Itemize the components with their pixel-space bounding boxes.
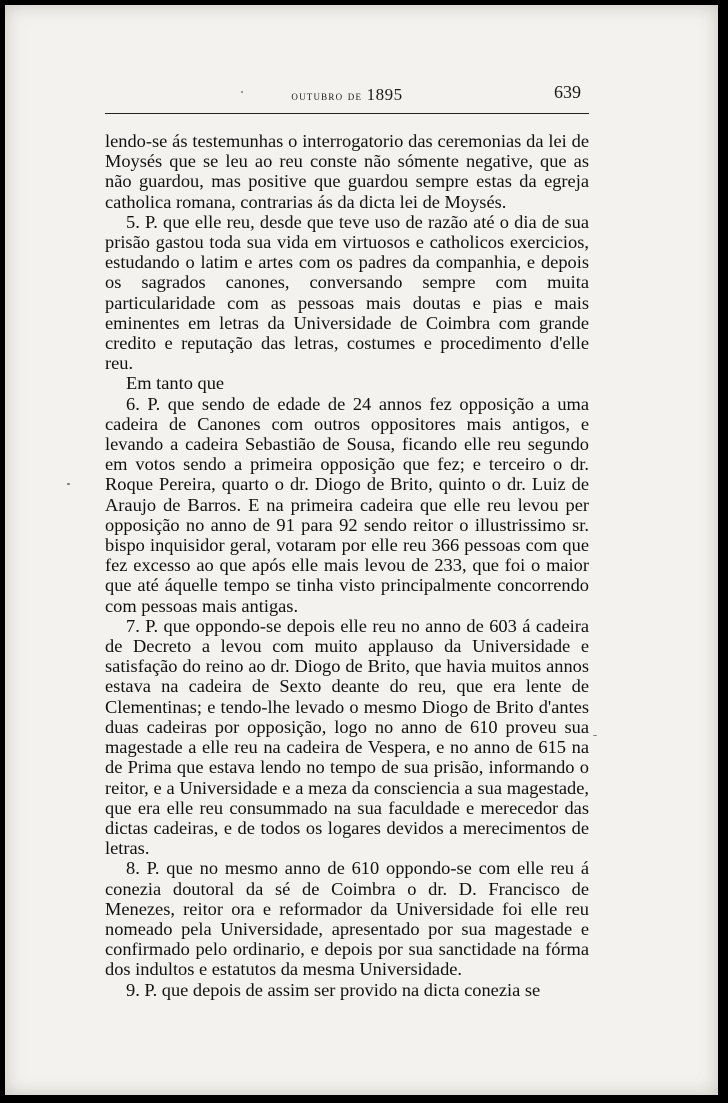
header-title — [105, 85, 589, 105]
header-rule — [105, 113, 589, 114]
paper-speck — [593, 735, 597, 736]
header-year: 1895 — [366, 85, 403, 104]
running-header — [105, 82, 589, 108]
paragraph-article-5: 5. P. que elle reu, desde que teve uso de razão até o dia de sua prisão gastou toda sua vida em virtuosos e catholicos exercicios, estudando o latim e artes com os padres da companhia, e depois os sagrados canones, conversando sempre com muita particularidade com as pessoas mais doutas e pias e mais eminentes em letras da Universidade de Coimbra com grande credito e reputação das letras, costumes e procedimento d'elle reu. — [105, 211, 589, 374]
header-month: outubro de — [291, 88, 363, 103]
paragraph-article-8: 8. P. que no mesmo anno de 610 oppondo-se com elle reu á conezia doutoral da sé de Coimbra o dr. D. Francisco de Menezes, reitor ora e reformador da Universidade foi elle reu nomeado pela Universidade, apresentado por sua magestade e confirmado pelo ordinario, e depois por sua sanctidade na fórma dos indultos e estatutos da mesma Universidade. — [105, 858, 589, 980]
scan-frame — [2, 2, 724, 1099]
paragraph-article-6: 6. P. que sendo de edade de 24 annos fez opposição a uma cadeira de Canones com outros oppositores mais antigos, e levando a cadeira Sebastião de Sousa, ficando elle reu segundo em votos sendo a primeira opposição que fez; e terceiro o dr. Roque Pereira, quarto o dr. Diogo de Brito, quinto o dr. Luiz de Araujo de Barros. E na primeira cadeira que elle reu levou per opposição no anno de 91 para 92 sendo reitor o illustrissimo sr. bispo inquisidor geral, votaram por elle reu 366 pessoas com que fez excesso ao que após elle mais levou de 233, que foi o maior que até áquelle tempo se tinha visto principalmente concorrendo com pessoas mais antigas. — [105, 393, 589, 616]
body-text — [105, 131, 589, 1000]
paragraph-continuation: lendo-se ás testemunhas o interrogatorio das ceremonias da lei de Moysés que se leu ao reu conste não sómente negative, que as não guardou, mas positive que guardou sempre estas da egreja catholica romana, contrarias ás da dicta lei de Moysés. — [105, 131, 589, 212]
paper-speck — [67, 483, 70, 485]
paragraph-article-9: 9. P. que depois de assim ser provido na dicta conezia se — [126, 979, 541, 1000]
paragraph-em-tanto-que: Em tanto que — [126, 373, 225, 394]
book-page — [5, 5, 718, 1095]
page-number: 639 — [554, 82, 581, 102]
paragraph-article-7: 7. P. que oppondo-se depois elle reu no anno de 603 á cadeira de Decreto a levou com muito applauso da Universidade e satisfação do reino ao dr. Diogo de Brito, que havia muitos annos estava na cadeira de Sexto deante do reu, que era lente de Clementinas; e tendo-lhe levado o mesmo Diogo de Brito d'antes duas cadeiras por opposição, logo no anno de 610 proveu sua magestade a elle reu na cadeira de Vespera, e no anno de 615 na de Prima que estava lendo no tempo de sua prisão, informando o reitor, e a Universidade e a meza da consciencia a sua magestade, que era elle reu consummado na sua faculdade e merecedor das dictas cadeiras, e de todos os logares devidos a merecimentos de letras. — [105, 615, 589, 859]
